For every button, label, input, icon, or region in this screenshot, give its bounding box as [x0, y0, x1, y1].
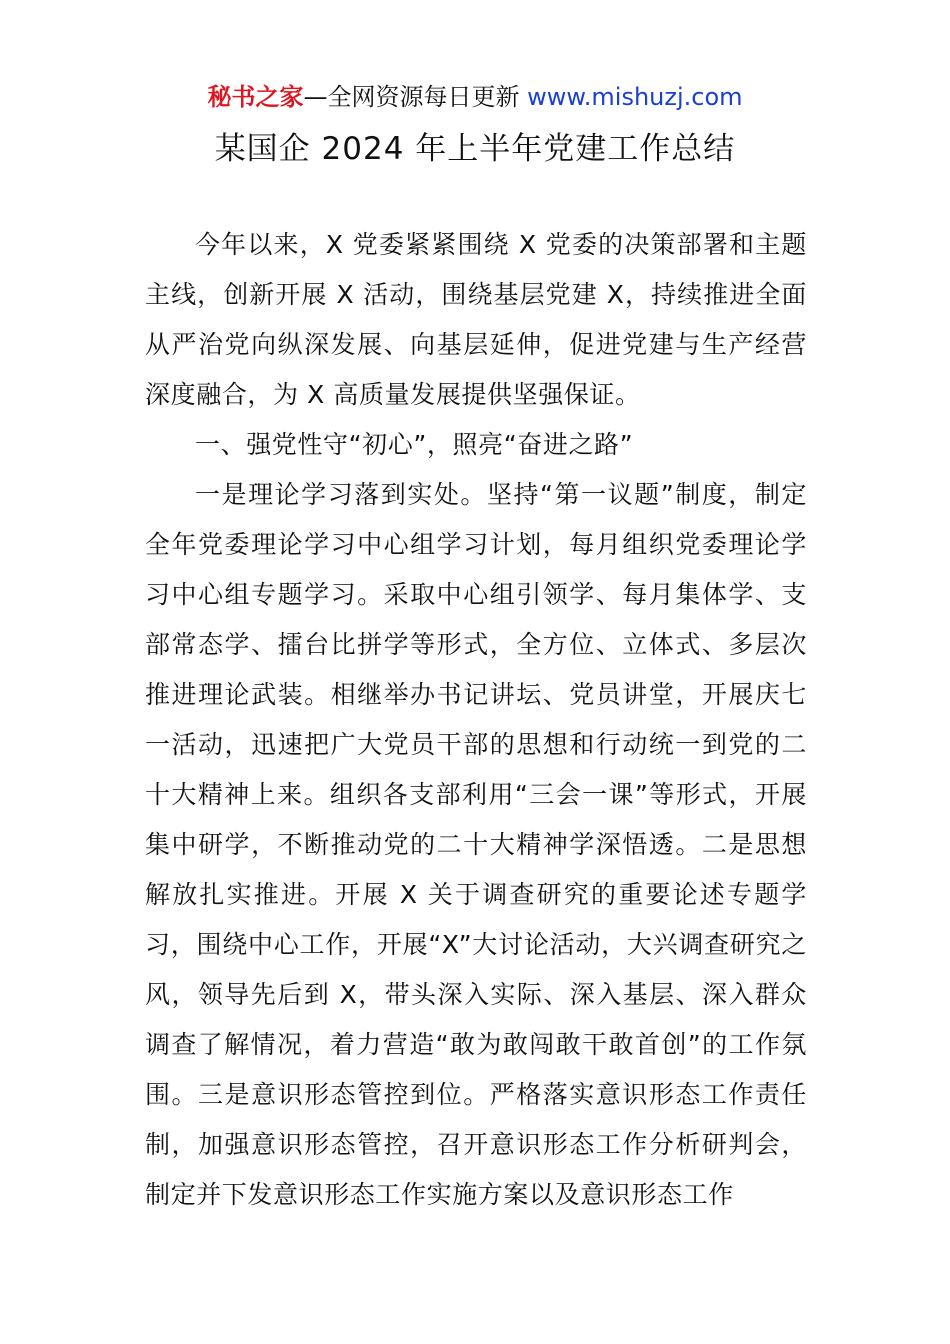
site-header	[0, 80, 950, 114]
document-title: 某国企 2024 年上半年党建工作总结	[214, 131, 736, 167]
header-tagline: —全网资源每日更新	[303, 83, 528, 111]
intro-paragraph: 今年以来，X 党委紧紧围绕 X 党委的决策部署和主题主线，创新开展 X 活动，围绕基层党建 X，持续推进全面从严治党向纵深发展、向基层延伸，促进党建与生产经营深度融合，为 X 高质量发展提供坚强保证。	[145, 230, 807, 409]
site-url: www.mishuzj.com	[527, 83, 743, 111]
section-heading: 一、强党性守“初心”，照亮“奋进之路”	[195, 430, 634, 459]
brand-name: 秘书之家	[207, 83, 304, 111]
document-body	[145, 220, 807, 1220]
body-paragraph: 一是理论学习落到实处。坚持“第一议题”制度，制定全年党委理论学习中心组学习计划，每月组织党委理论学习中心组专题学习。采取中心组引领学、每月集体学、支部常态学、擂台比拼学等形式，全方位、立体式、多层次推进理论武装。相继举办书记讲坛、党员讲堂，开展庆七一活动，迅速把广大党员干部的思想和行动统一到党的二十大精神上来。组织各支部利用“三会一课”等形式，开展集中研学，不断推动党的二十大精神学深悟透。二是思想解放扎实推进。开展 X 关于调查研究的重要论述专题学习，围绕中心工作，开展“X”大讨论活动，大兴调查研究之风，领导先后到 X，带头深入实际、深入基层、深入群众调查了解情况，着力营造“敢为敢闯敢干敢首创”的工作氛围。三是意识形态管控到位。严格落实意识形态工作责任制，加强意识形态管控，召开意识形态工作分析研判会，制定并下发意识形态工作实施方案以及意识形态工作	[145, 480, 807, 1209]
